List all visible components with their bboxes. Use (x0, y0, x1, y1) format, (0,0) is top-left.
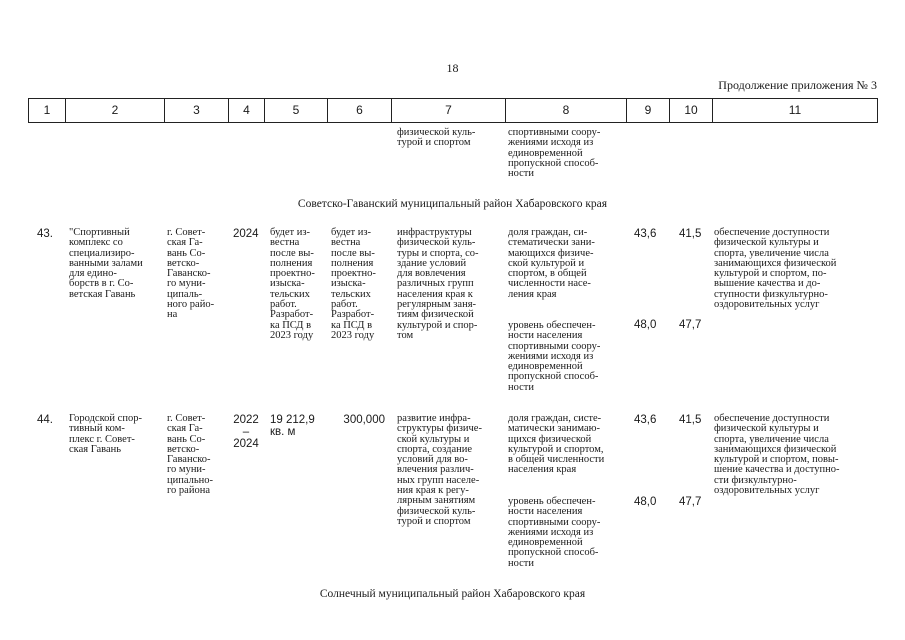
region-heading-solnechny: Солнечный муниципальный район Хабаровского края (319, 588, 586, 600)
object-year: 2024 (233, 228, 259, 240)
expected-result: обеспечение доступности физической культуры и спорта, увеличение числа занимающихся физической культурой и спортом, повы- шение качества и доступно- сти физкультурно- оздоровительных услуг (714, 413, 840, 497)
indicator-2: уровень обеспечен- ности населения спортивными соору- жениями исходя из единовременной пропускной способ- ности (508, 496, 601, 569)
object-goal: развитие инфра- структуры физиче- ской культуры и спорта, создание условий для во- влечения различ- ных групп населе- ния края к регу- лярным занятиям физической куль- турой и спортом (397, 413, 482, 527)
indicator-1-value-10: 41,5 (679, 414, 702, 426)
region-heading-sovgavan: Советско-Гаванский муниципальный район Хабаровского края (297, 198, 608, 210)
indicator-2: уровень обеспечен- ности населения спортивными соору- жениями исходя из единовременной пропускной способ- ности (508, 320, 601, 393)
object-year: 2022 – 2024 (233, 414, 259, 450)
header-col-8: 8 (505, 99, 626, 122)
object-location: г. Совет- ская Га- вань Со- ветско- Гаванско- го муни- ципально- го района (167, 413, 214, 497)
object-cost: будет из- вестна после вы- полнения проектно- изыска- тельских работ. Разработ- ка ПСД в 2023 году (331, 227, 376, 341)
header-col-2: 2 (65, 99, 164, 122)
indicator-2-value-9: 48,0 (634, 319, 657, 331)
page-number: 18 (446, 61, 459, 75)
indicator-2-value-9: 48,0 (634, 496, 657, 508)
indicator-1: доля граждан, систе- матически занимаю- щихся физической культурой и спортом, в общей численности населения края (508, 413, 605, 476)
header-col-3: 3 (164, 99, 228, 122)
indicator-1-value-9: 43,6 (634, 228, 657, 240)
indicator-1: доля граждан, си- стематически зани- мающихся физиче- ской культурой и спортом, в общей численности насе- ления края (508, 227, 595, 300)
indicator-2-value-10: 47,7 (679, 319, 702, 331)
header-col-10: 10 (669, 99, 712, 122)
object-name: "Спортивный комплекс со специализиро- ванными залами для едино- борств в г. Со- ветская Гавань (69, 227, 143, 300)
header-col-4: 4 (228, 99, 264, 122)
expected-result: обеспечение доступности физической культуры и спорта, увеличение числа занимающихся физической культурой и спортом, по- вышение качества и до- ступности физкультурно- оздоровительных услуг (714, 227, 837, 311)
header-col-6: 6 (327, 99, 391, 122)
header-col-7: 7 (391, 99, 505, 122)
header-col-11: 11 (712, 99, 877, 122)
object-capacity: будет из- вестна после вы- полнения проектно- изыска- тельских работ. Разработ- ка ПСД в 2023 году (270, 227, 315, 341)
continuation-col8: спортивными соору- жениями исходя из единовременной пропускной способ- ности (508, 127, 601, 180)
object-goal: инфраструктуры физической куль- туры и спорта, со- здание условий для вовлечения различных групп населения края к регулярным заня- тиям физической культурой и спор- том (397, 227, 479, 341)
appendix-note: Продолжение приложения № 3 (718, 78, 877, 92)
object-capacity: 19 212,9 кв. м (270, 414, 315, 438)
object-cost: 300,000 (343, 414, 385, 426)
header-col-1: 1 (43, 103, 51, 117)
table-header (28, 98, 878, 123)
object-name: Городской спор- тивный ком- плекс г. Совет- ская Гавань (69, 413, 142, 455)
object-location: г. Совет- ская Га- вань Со- ветско- Гаванско- го муни- ципаль- ного райо- на (167, 227, 215, 321)
continuation-col7: физической куль- турой и спортом (397, 127, 476, 149)
row-number: 43. (37, 228, 53, 240)
header-col-5: 5 (264, 99, 327, 122)
indicator-1-value-9: 43,6 (634, 414, 657, 426)
indicator-1-value-10: 41,5 (679, 228, 702, 240)
row-number: 44. (37, 414, 53, 426)
indicator-2-value-10: 47,7 (679, 496, 702, 508)
header-col-9: 9 (626, 99, 669, 122)
